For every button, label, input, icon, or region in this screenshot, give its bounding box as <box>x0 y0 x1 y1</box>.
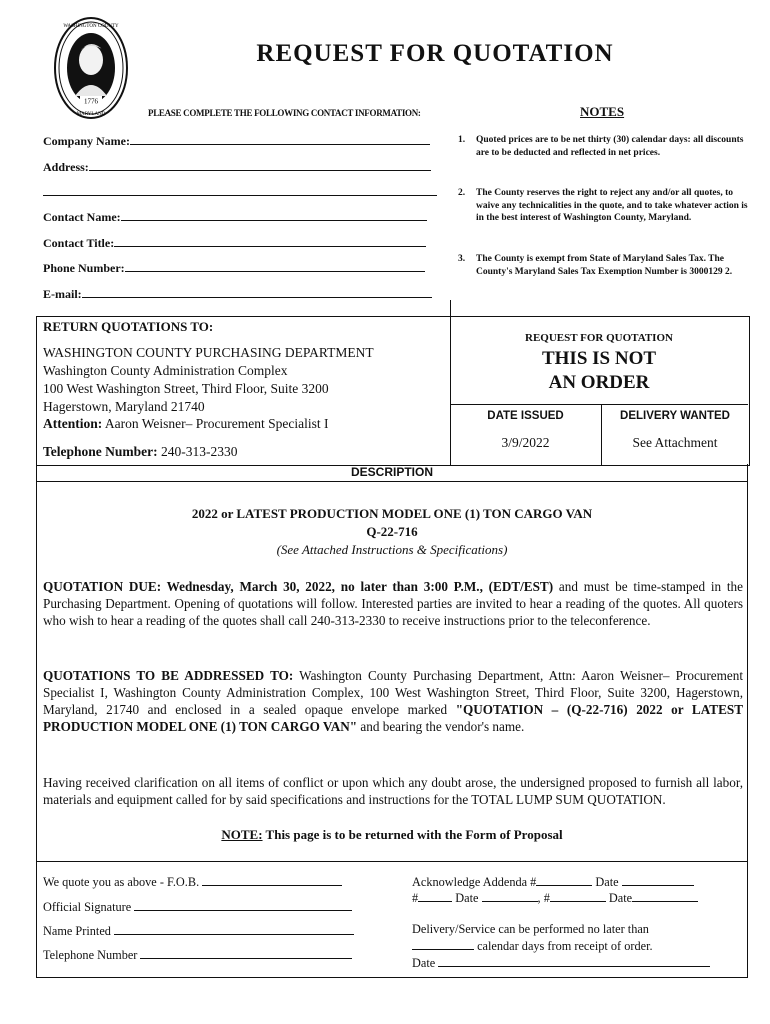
address-field[interactable]: Address: <box>43 159 431 175</box>
delivery-service-line1: Delivery/Service can be performed no later than <box>412 922 649 936</box>
fob-field[interactable]: We quote you as above - F.O.B. <box>43 874 342 890</box>
svg-text:MARYLAND: MARYLAND <box>76 112 106 117</box>
contact-title-field[interactable]: Contact Title: <box>43 235 426 251</box>
return-street: 100 West Washington Street, Third Floor, Suite 3200 <box>43 381 329 396</box>
name-printed-field[interactable]: Name Printed <box>43 923 354 939</box>
telephone-number-field[interactable]: Telephone Number <box>43 947 352 963</box>
contact-name-field[interactable]: Contact Name: <box>43 209 427 225</box>
delivery-wanted-label: DELIVERY WANTED <box>620 410 730 422</box>
page-title: REQUEST FOR QUOTATION <box>256 40 614 67</box>
addenda-second-line[interactable]: # Date , # Date <box>412 890 698 906</box>
return-note: NOTE: This page is to be returned with the Form of Proposal <box>221 827 563 842</box>
quotation-due-paragraph: QUOTATION DUE: Wednesday, March 30, 2022, no later than 3:00 P.M., (EDT/EST) and must be time-stamped in the Purchasing Department. Opening of quotations will follow. Interested parties are invited to hear a reading of the quotes. All quoters who wish to hear a reading of the quotes shall call 240-313-2330 to receive instructions prior to the teleconference. <box>43 579 743 628</box>
delivery-date-field[interactable]: Date <box>412 955 710 971</box>
addressed-to-paragraph: QUOTATIONS TO BE ADDRESSED TO: Washington County Purchasing Department, Attn: Aaron Weisner– Procurement Specialist I, Washington County Administration Complex, 100 West Washington Street, Third Floor, Suite 3200, Hagerstown, Maryland, 21740 and enclosed in a sealed opaque envelope marked "QUOTATION – (Q-22-716) 2022 or LATEST PRODUCTION MODEL ONE (1) TON CARGO VAN" and bearing the vendor's name. <box>43 668 744 734</box>
delivery-wanted-value: See Attachment <box>632 435 718 450</box>
notes-heading: NOTES <box>580 104 625 119</box>
svg-text:WASHINGTON COUNTY: WASHINGTON COUNTY <box>63 24 119 29</box>
address-line-2[interactable] <box>43 195 437 196</box>
delivery-days-field[interactable]: calendar days from receipt of order. <box>412 938 653 954</box>
divider <box>450 300 451 316</box>
item-title: 2022 or LATEST PRODUCTION MODEL ONE (1) TON CARGO VAN <box>191 506 593 521</box>
acknowledge-addenda-field[interactable]: Acknowledge Addenda # Date <box>412 874 694 890</box>
phone-number-field[interactable]: Phone Number: <box>43 260 425 276</box>
return-dept: WASHINGTON COUNTY PURCHASING DEPARTMENT <box>43 345 374 360</box>
rfq-label: REQUEST FOR QUOTATION <box>525 332 673 344</box>
contact-heading: PLEASE COMPLETE THE FOLLOWING CONTACT INFORMATION: <box>148 108 421 118</box>
official-signature-field[interactable]: Official Signature <box>43 899 352 915</box>
return-telephone: Telephone Number: 240-313-2330 <box>43 444 238 459</box>
seal-year: 1776 <box>84 97 98 106</box>
note-item-3: 3. The County is exempt from State of Maryland Sales Tax. The County's Maryland Sales Tax Exemption Number is 3000129 2. <box>458 254 733 277</box>
return-heading: RETURN QUOTATIONS TO: <box>43 319 214 334</box>
return-city: Hagerstown, Maryland 21740 <box>43 399 205 414</box>
company-name-field[interactable]: Company Name: <box>43 133 430 149</box>
item-note: (See Attached Instructions & Specifications) <box>276 542 508 557</box>
date-issued-value: 3/9/2022 <box>501 435 550 450</box>
date-issued-label: DATE ISSUED <box>487 410 564 422</box>
not-an-order-notice: THIS IS NOT AN ORDER <box>541 348 657 393</box>
note-item-1: 1. Quoted prices are to be net thirty (30) calendar days: all discounts are to be deducted and reflected in net prices. <box>458 135 744 158</box>
description-heading: DESCRIPTION <box>36 464 748 482</box>
county-seal-logo <box>53 16 129 124</box>
return-complex: Washington County Administration Complex <box>43 363 288 378</box>
date-row <box>450 404 748 465</box>
item-number: Q-22-716 <box>366 524 418 539</box>
note-item-2: 2. The County reserves the right to reject any and/or all quotes, to waive any technicalities in the quote, and to take whatever action is in the best interest of Washington County, Maryland. <box>458 188 748 223</box>
clarification-paragraph: Having received clarification on all items of conflict or upon which any doubt arose, the undersigned proposed to furnish all labor, materials and equipment called for by said specifications and instructions for the TOTAL LUMP SUM QUOTATION. <box>43 775 743 807</box>
email-field[interactable]: E-mail: <box>43 286 432 302</box>
return-attention: Attention: Aaron Weisner– Procurement Specialist I <box>43 416 329 431</box>
